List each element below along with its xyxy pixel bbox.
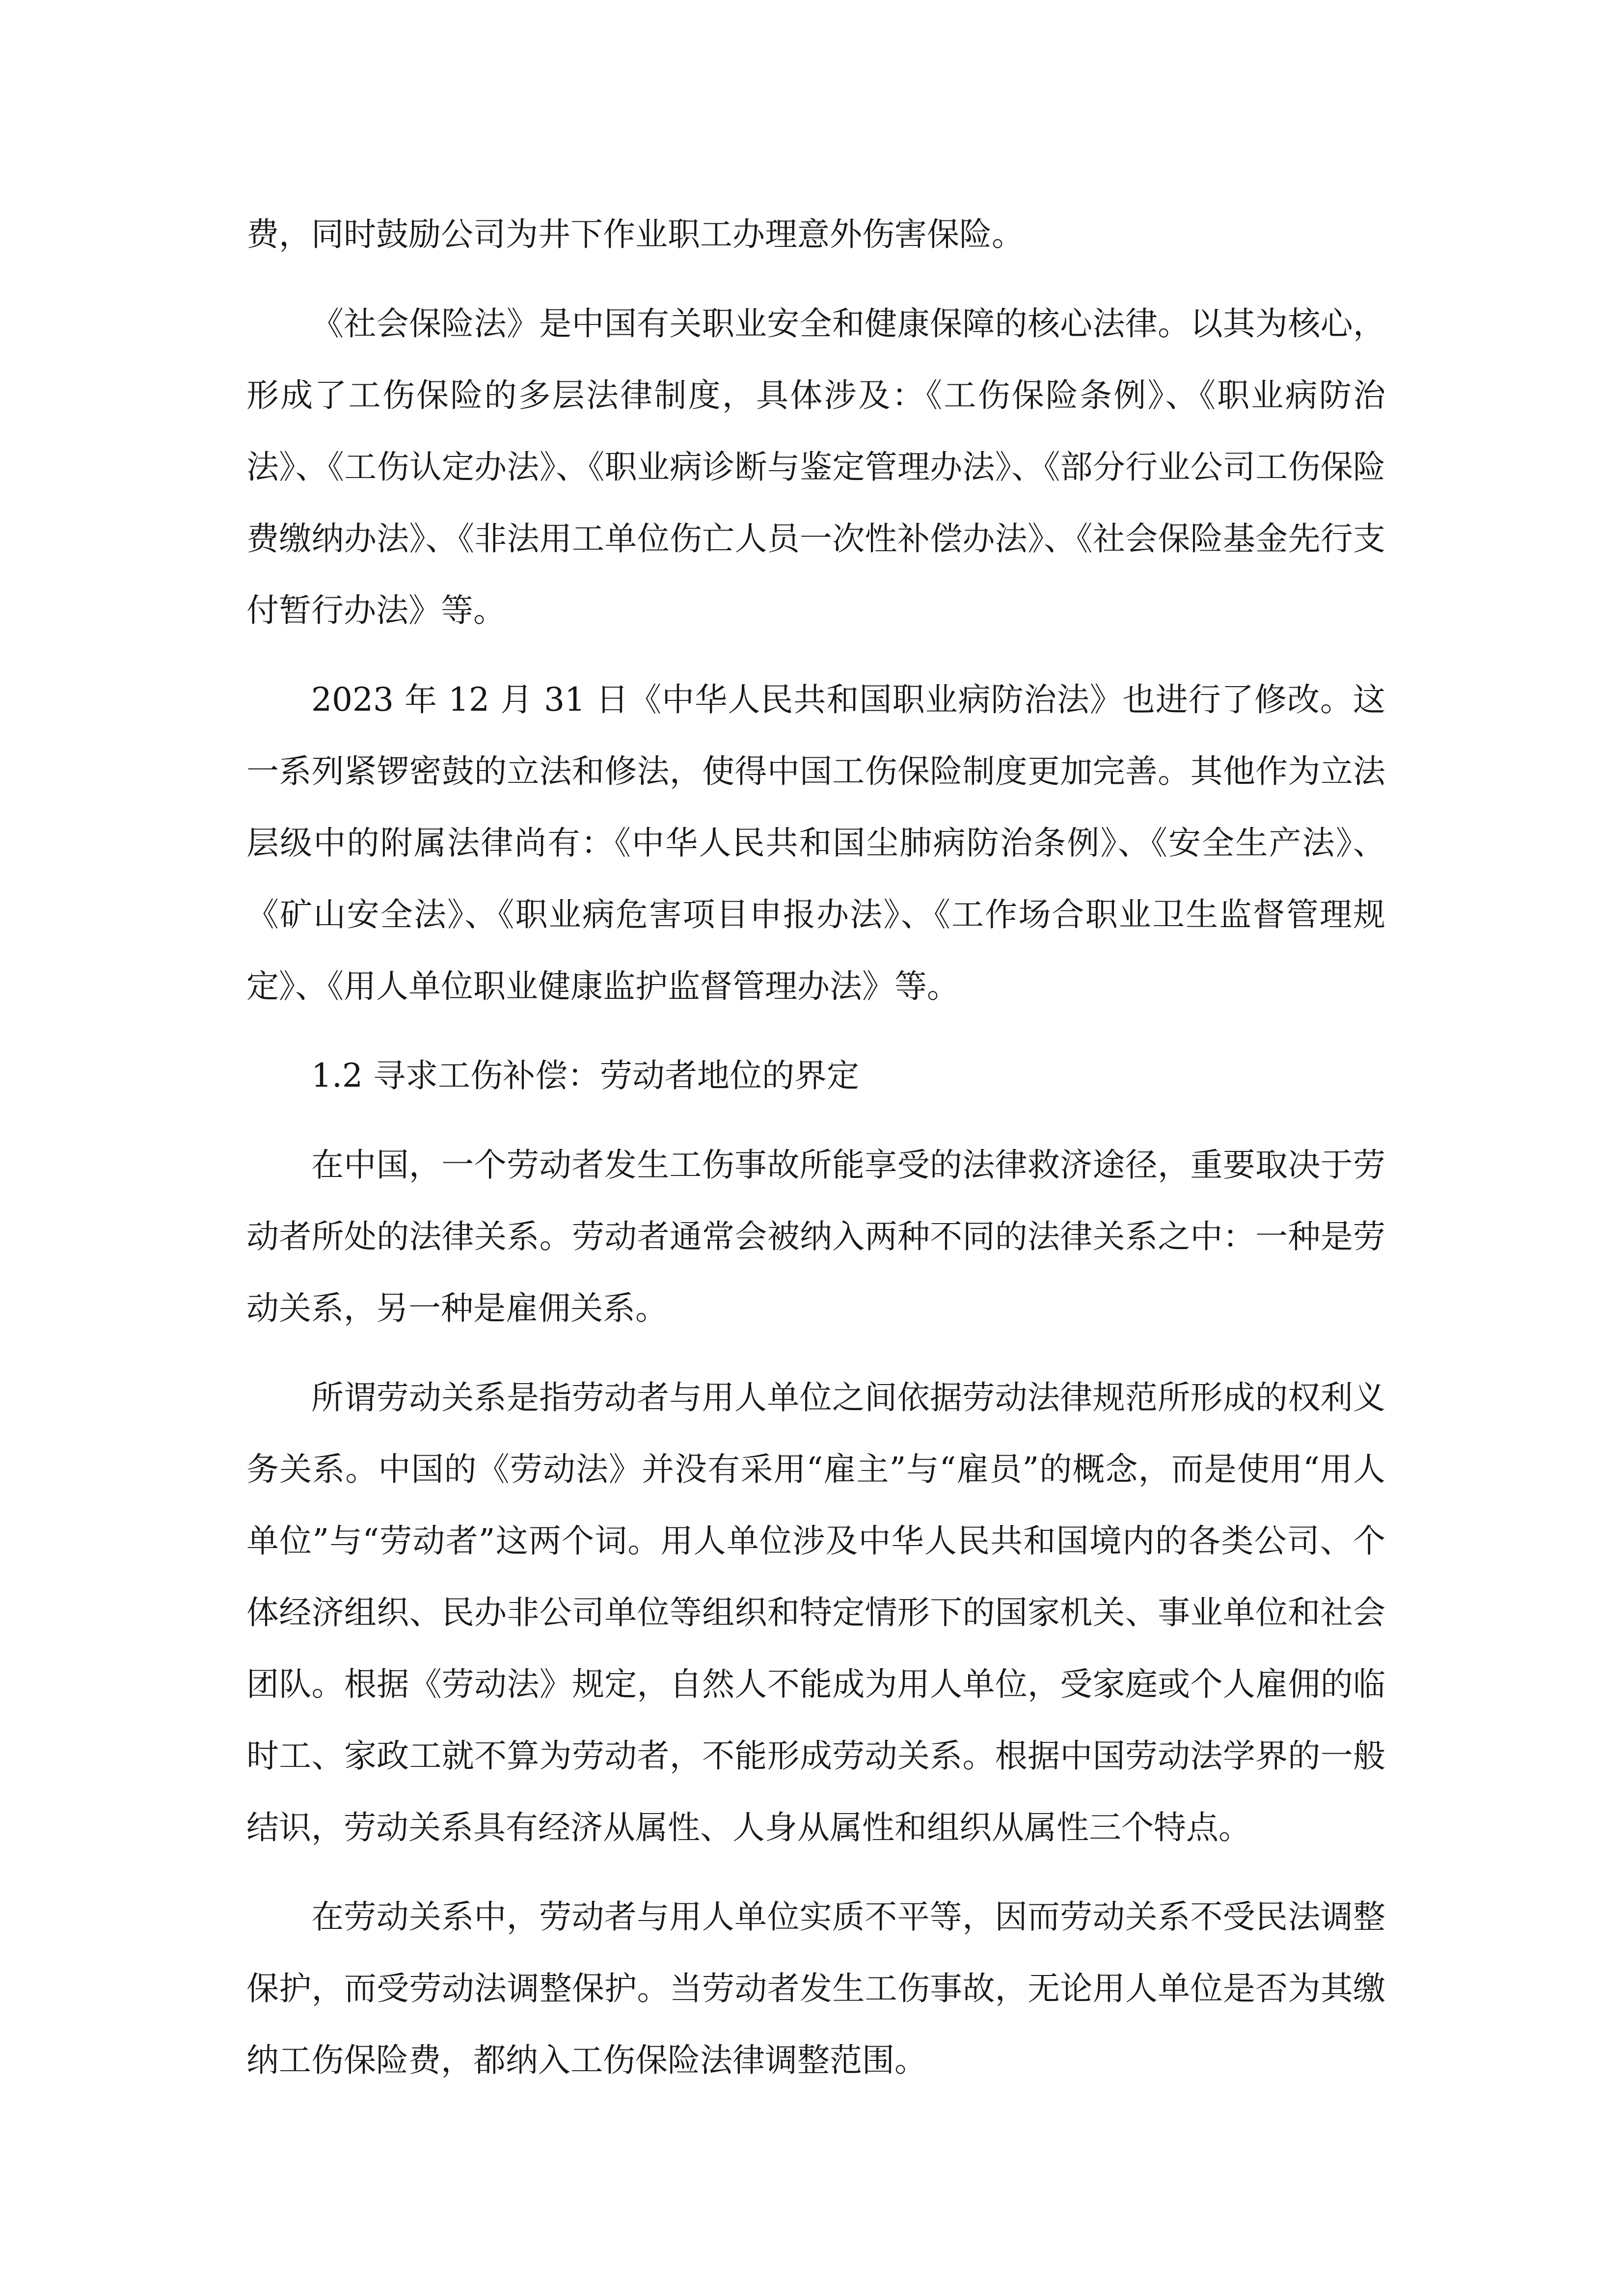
paragraph-continuation: 费，同时鼓励公司为井下作业职工办理意外伤害保险。 <box>246 215 1024 253</box>
paragraph-legal-relationship: 在中国，一个劳动者发生工伤事故所能享受的法律救济途径，重要取决于劳动者所处的法律关系。劳动者通常会被纳入两种不同的法律关系之中：一种是劳动关系，另一种是雇佣关系。 <box>246 1146 1385 1327</box>
section-heading: 1.2 寻求工伤补偿：劳动者地位的界定 <box>311 1057 859 1095</box>
paragraph-social-insurance-law: 《社会保险法》是中国有关职业安全和健康保障的核心法律。以其为核心，形成了工伤保险的多层法律制度，具体涉及：《工伤保险条例》、《职业病防治法》、《工伤认定办法》、《职业病诊断与鉴定管理办法》、《部分行业公司工伤保险费缴纳办法》、《非法用工单位伤亡人员一次性补偿办法》、《社会保险基金先行支付暂行办法》等。 <box>246 305 1385 629</box>
body-text <box>246 199 1385 2114</box>
paragraph-occupational-disease-law: 2023 年 12 月 31 日《中华人民共和国职业病防治法》也进行了修改。这一系列紧锣密鼓的立法和修法，使得中国工伤保险制度更加完善。其他作为立法层级中的附属法律尚有：《中华人民共和国尘肺病防治条例》、《安全生产法》、《矿山安全法》、《职业病危害项目申报办法》、《工作场合职业卫生监督管理规定》、《用人单位职业健康监护监督管理办法》等。 <box>246 681 1385 1005</box>
paragraph-labor-relationship: 所谓劳动关系是指劳动者与用人单位之间依据劳动法律规范所形成的权利义务关系。中国的《劳动法》并没有采用“雇主”与“雇员”的概念，而是使用“用人单位”与“劳动者”这两个词。用人单位涉及中华人民共和国境内的各类公司、个体经济组织、民办非公司单位等组织和特定情形下的国家机关、事业单位和社会团队。根据《劳动法》规定，自然人不能成为用人单位，受家庭或个人雇佣的临时工、家政工就不算为劳动者，不能形成劳动关系。根据中国劳动法学界的一般结识，劳动关系具有经济从属性、人身从属性和组织从属性三个特点。 <box>246 1379 1385 1846</box>
paragraph-labor-protection: 在劳动关系中，劳动者与用人单位实质不平等，因而劳动关系不受民法调整保护，而受劳动法调整保护。当劳动者发生工伤事故，无论用人单位是否为其缴纳工伤保险费，都纳入工伤保险法律调整范围。 <box>246 1898 1385 2079</box>
